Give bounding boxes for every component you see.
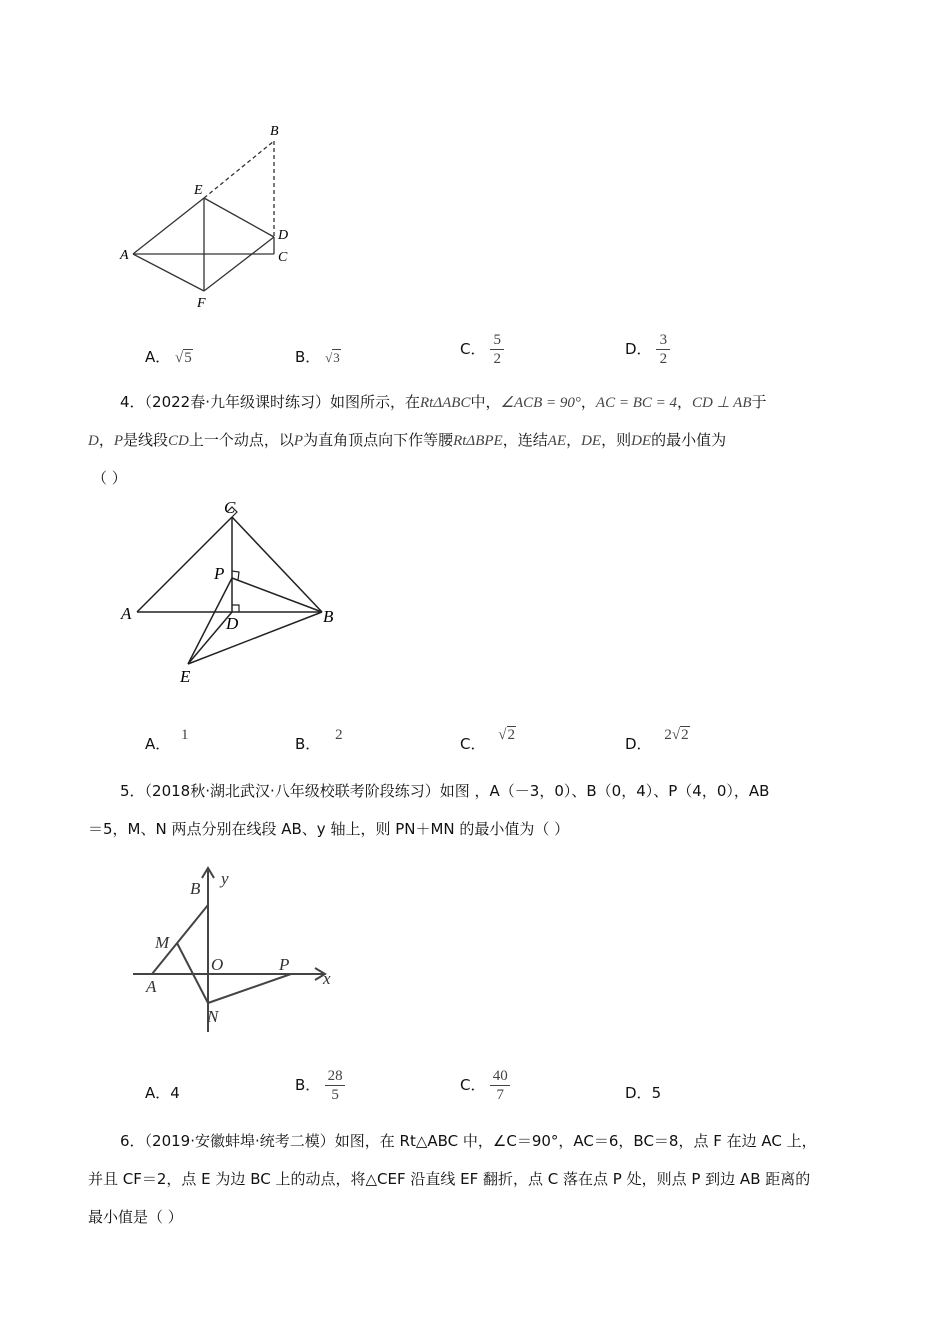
q5-label-N: N: [207, 1007, 219, 1026]
fraction: $\frac{5}{2}$: [490, 331, 504, 368]
q5-label-P: P: [279, 955, 290, 974]
q4-line-1: 4．（2022春·九年级课时练习）如图所示，在RtΔABC中，∠ACB = 90°，AC = BC = 4，CD ⊥ AB于: [120, 393, 767, 411]
q3-option-b[interactable]: B． √3: [295, 348, 340, 366]
two-sqrt-2: 2√2: [664, 727, 689, 743]
q5-line-2: ＝5，M、N 两点分别在线段 AB、y 轴上，则 PN＋MN 的最小值为（ ）: [88, 820, 570, 838]
q6-line-2: 并且 CF＝2，点 E 为边 BC 上的动点，将△CEF 沿直线 EF 翻折，点 C 落在点 P 处，则点 P 到边 AB 距离的: [88, 1170, 811, 1188]
q4-option-c[interactable]: C． √2: [460, 727, 515, 753]
q5-label-O: O: [211, 955, 224, 974]
q5-line-1: 5．（2018秋·湖北武汉·八年级校联考阶段练习）如图 ，A（－3，0）、B（0，4）、P（4，0），AB: [120, 782, 770, 800]
q3-label-D: D: [278, 228, 289, 243]
q5-option-a[interactable]: A．4: [145, 1084, 180, 1102]
q5-option-c[interactable]: C． $\frac{40}{7}$: [460, 1067, 510, 1104]
q5-option-b[interactable]: B． $\frac{28}{5}$: [295, 1067, 345, 1104]
sqrt-3: √3: [325, 350, 340, 365]
q5-figure: [125, 860, 340, 1035]
q4-label-E: E: [180, 667, 191, 686]
fraction: $\frac{40}{7}$: [490, 1067, 510, 1104]
q4-label-D: D: [226, 614, 239, 633]
q4-label-C: C: [224, 498, 236, 517]
q3-label-F: F: [197, 296, 206, 311]
q4-option-a[interactable]: A． 1: [145, 727, 189, 753]
q5-label-x: x: [323, 969, 331, 988]
q3-label-A: A: [120, 248, 129, 263]
q3-option-d[interactable]: D． $\frac{3}{2}$: [625, 331, 670, 368]
q3-option-a[interactable]: A． √5: [145, 348, 192, 366]
q3-label-C: C: [278, 250, 288, 265]
q3-figure: [110, 118, 310, 313]
q4-option-b[interactable]: B． 2: [295, 727, 343, 753]
q4-option-d[interactable]: D． 2√2: [625, 727, 689, 753]
q4-label-B: B: [323, 607, 334, 626]
q6-line-1: 6．（2019·安徽蚌埠·统考二模）如图，在 Rt△ABC 中，∠C＝90°，AC＝6，BC＝8，点 F 在边 AC 上，: [120, 1132, 817, 1150]
q4-figure: [115, 495, 345, 690]
q4-paren: （ ）: [92, 469, 127, 487]
fraction: $\frac{28}{5}$: [325, 1067, 345, 1104]
q5-label-y: y: [221, 869, 229, 888]
q5-option-d[interactable]: D．5: [625, 1084, 662, 1102]
q5-label-M: M: [155, 933, 170, 952]
sqrt-5: √5: [175, 350, 192, 366]
q4-label-P: P: [214, 564, 225, 583]
q4-label-A: A: [121, 604, 132, 623]
fraction: $\frac{3}{2}$: [656, 331, 670, 368]
q3-label-B: B: [270, 124, 279, 139]
q6-line-3: 最小值是（ ）: [88, 1208, 183, 1226]
q3-option-c[interactable]: C． $\frac{5}{2}$: [460, 331, 504, 368]
q4-line-2: D，P是线段CD上一个动点，以P为直角顶点向下作等腰RtΔBPE，连结AE，DE，则DE的最小值为: [88, 431, 727, 449]
q3-label-E: E: [194, 183, 203, 198]
sqrt-2: √2: [498, 727, 515, 743]
q5-label-A: A: [146, 977, 157, 996]
q5-label-B: B: [190, 879, 201, 898]
